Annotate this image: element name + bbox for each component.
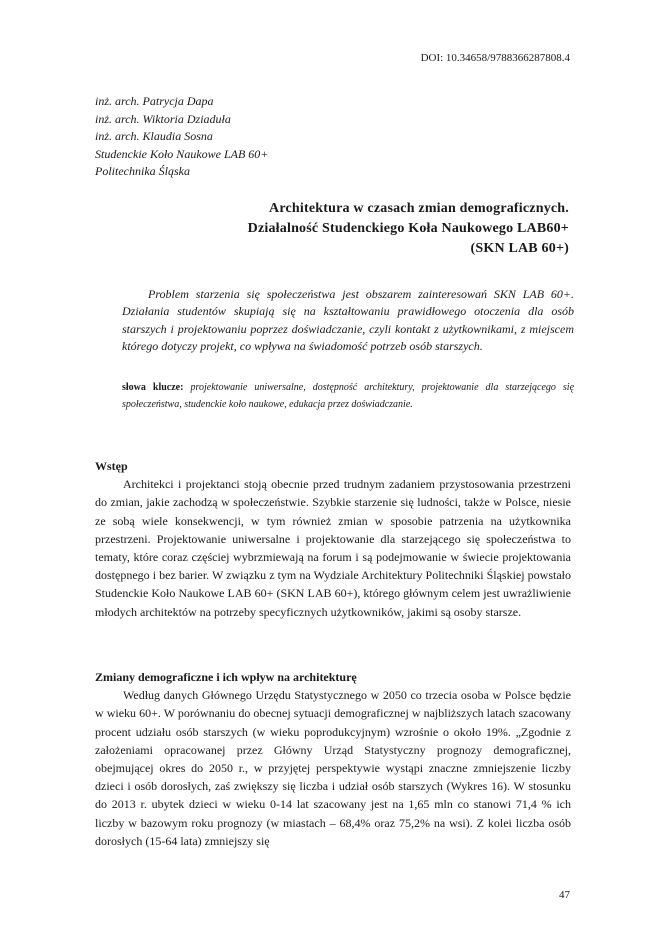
author-block: [95, 93, 268, 181]
abstract-text: Problem starzenia się społeczeństwa jest obszarem zainteresowań SKN LAB 60+. Działania studentów skupiają się na kształtowaniu prawidłowego otoczenia dla osób starszych i projektowaniu poprzez doświadczanie, czyli kontakt z użytkownikami, z miejscem którego dotyczy projekt, co wpływa na świadomość potrzeb osób starszych.: [122, 287, 574, 353]
title-line: Działalność Studenckiego Koła Naukowego LAB60+: [247, 221, 569, 236]
doi-label: DOI: 10.34658/9788366287808.4: [420, 52, 570, 64]
section-demographic-changes: [95, 668, 571, 850]
title-line: (SKN LAB 60+): [470, 241, 569, 256]
keywords-text: projektowanie uniwersalne, dostępność architektury, projektowanie dla starzejącego się społeczeństwa, studenckie koło naukowe, edukacja przez doświadczanie.: [122, 382, 575, 410]
section-introduction: [95, 457, 571, 621]
abstract: [122, 286, 574, 355]
affiliation-line: Politechnika Śląska: [95, 164, 190, 178]
section-paragraph: Według danych Głównego Urzędu Statystycznego w 2050 co trzecia osoba w Polsce będzie w wieku 60+. W porównaniu do obecnej sytuacji demograficznej w najbliższych latach szacowany procent udziału osób starszych (w wieku poprodukcyjnym) wzrośnie o około 19%. „Zgodnie z założeniami opracowanej przez Główny Urząd Statystyczny prognozy demograficznej, obejmującej okres do 2050 r., w przyjętej perspektywie wystąpi znaczne zmniejszenie liczby dzieci i osób dorosłych, zaś zwiększy się liczba i udział osób starszych (Wykres 16). W stosunku do 2013 r. ubytek dzieci w wieku 0-14 lat szacowany jest na 1,65 mln co stanowi 71,4 % ich liczby w bazowym roku prognozy (w miastach – 68,4% oraz 75,2% na wsi). Z kolei liczba osób dorosłych (15-64 lata) zmniejszy się: [95, 688, 571, 848]
keywords: [122, 380, 574, 413]
author-line: inż. arch. Patrycja Dapa: [95, 94, 214, 108]
section-paragraph: Architekci i projektanci stoją obecnie przed trudnym zadaniem przystosowania przestrzeni do zmian, jakie zachodzą w społeczeństwie. Szybkie starzenie się ludności, także w Polsce, niesie ze sobą wiele konsekwencji, w tym również zmian w sposobie patrzenia na użytkownika przestrzeni. Projektowanie uniwersalne i projektowanie dla starzejącego się społeczeństwa to tematy, które coraz częściej wybrzmiewają na forum i są podejmowanie w świecie projektowania dostępnego i bez barier. W związku z tym na Wydziale Architektury Politechniki Śląskiej powstało Studenckie Koło Naukowe LAB 60+ (SKN LAB 60+), którego głównym celem jest uwrażliwienie młodych architektów na potrzeby specyficznych użytkowników, jakimi są osoby starsze.: [95, 477, 571, 619]
affiliation-line: Studenckie Koło Naukowe LAB 60+: [95, 146, 269, 161]
title-line: Architektura w czasach zmian demograficznych.: [269, 201, 569, 216]
paper-title: [248, 199, 569, 259]
section-heading: Zmiany demograficzne i ich wpływ na architekturę: [95, 670, 357, 684]
author-line: inż. arch. Klaudia Sosna: [95, 129, 213, 143]
page-number: 47: [559, 889, 570, 901]
author-line: inż. arch. Wiktoria Dziaduła: [95, 111, 231, 126]
section-heading: Wstęp: [95, 459, 128, 473]
keywords-label: słowa klucze:: [122, 382, 184, 393]
